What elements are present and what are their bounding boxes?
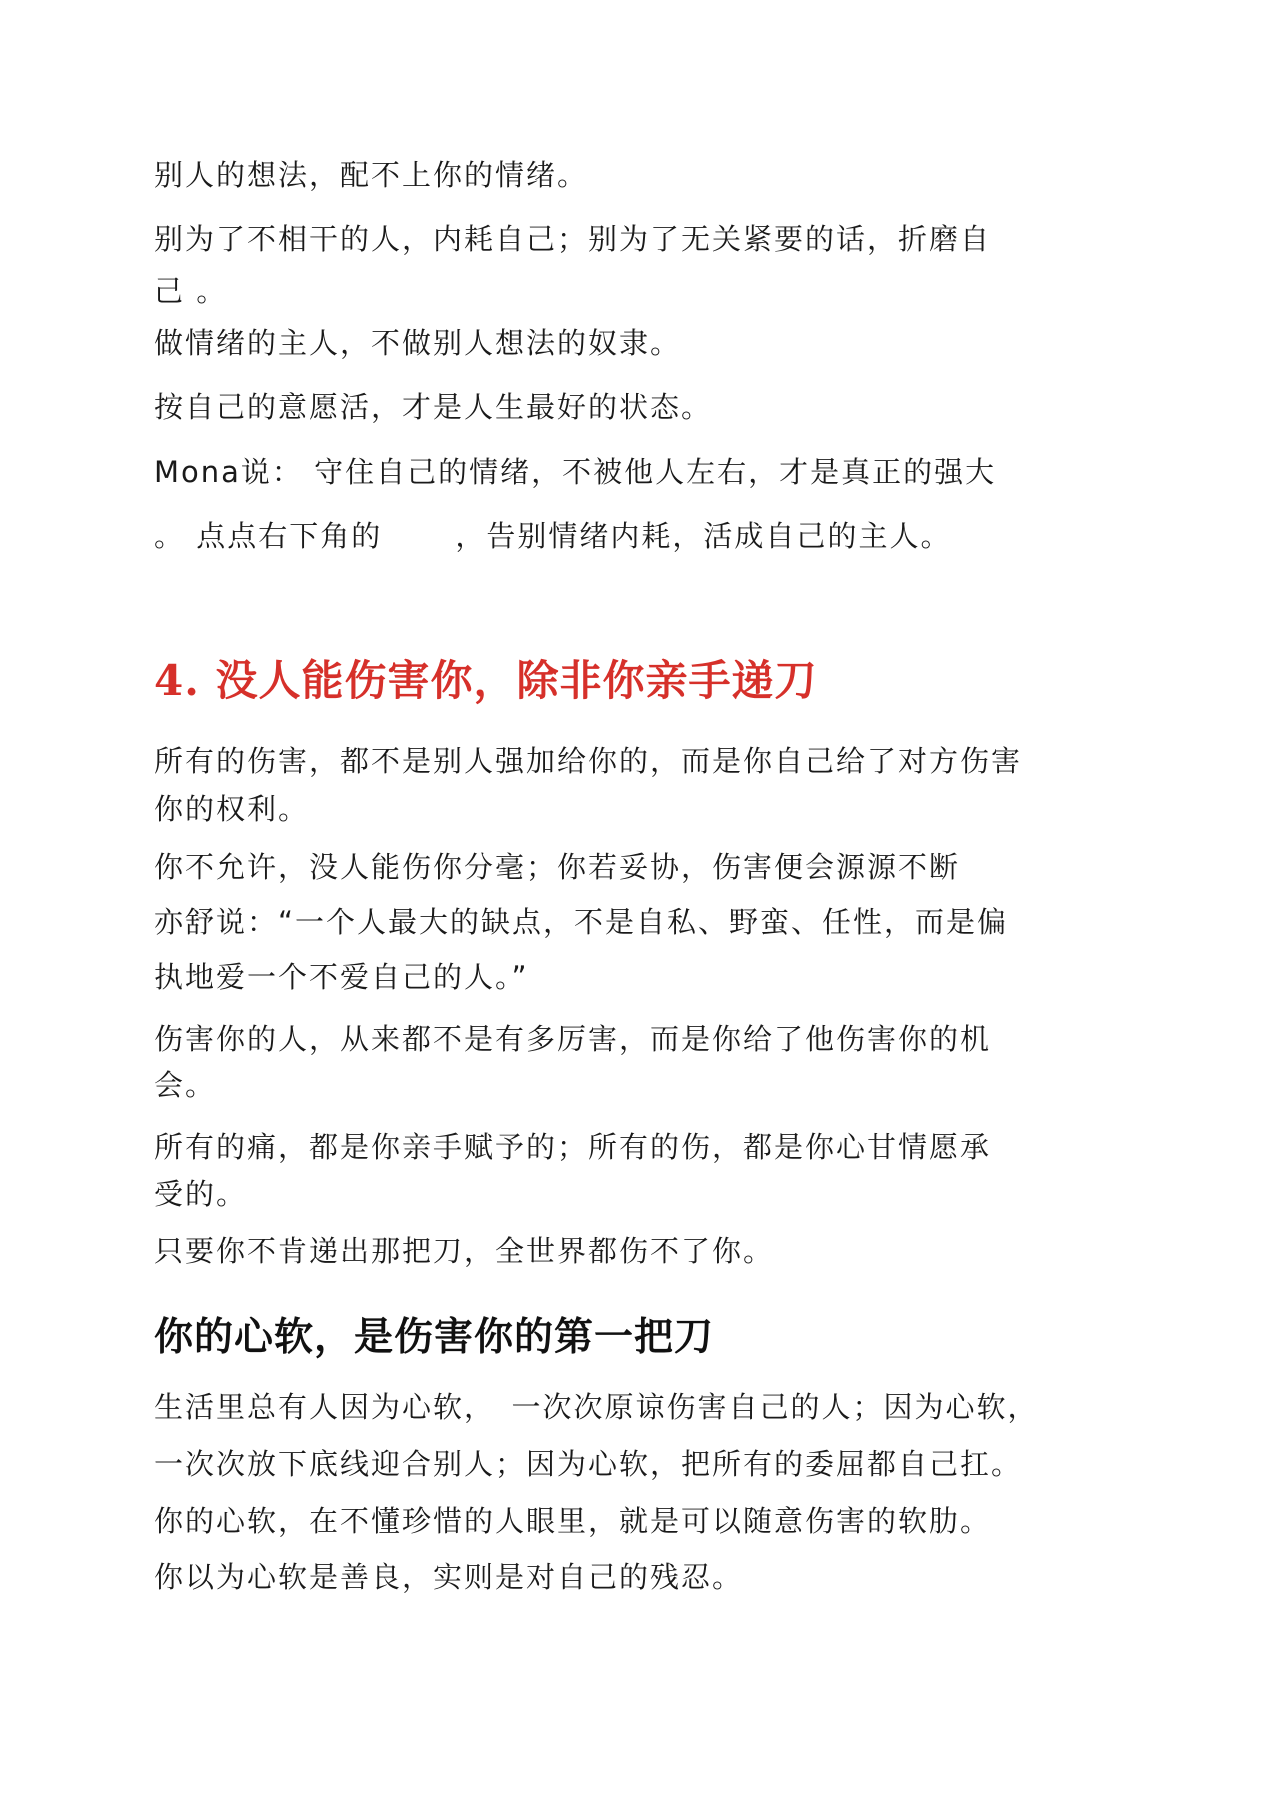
paragraph-line: 你以为心软是善良，实则是对自己的残忍。: [154, 1560, 744, 1594]
paragraph-line: 所有的痛，都是你亲手赋予的；所有的伤，都是你心甘情愿承: [154, 1130, 992, 1164]
paragraph-line: 受的。: [154, 1177, 248, 1211]
subsection-heading: 你的心软，是伤害你的第一把刀: [154, 1315, 715, 1360]
paragraph-line: Mona说： 守住自己的情绪，不被他人左右，才是真正的强大: [154, 455, 997, 489]
section-heading: 4. 没人能伤害你，除非你亲手递刀: [154, 656, 818, 705]
paragraph-line: 会。: [154, 1068, 217, 1102]
paragraph-line: 亦舒说：“一个人最大的缺点，不是自私、野蛮、任性，而是偏: [154, 905, 1009, 939]
paragraph-line: 所有的伤害，都不是别人强加给你的，而是你自己给了对方伤害: [154, 744, 1023, 778]
paragraph-line: 你不允许，没人能伤你分毫；你若妥协，伤害便会源源不断: [154, 850, 961, 884]
paragraph-line: 生活里总有人因为心软， 一次次原谅伤害自己的人；因为心软，: [154, 1390, 1039, 1424]
paragraph-line: 别人的想法，配不上你的情绪。: [154, 158, 589, 192]
paragraph-line: 执地爱一个不爱自己的人。”: [154, 960, 529, 994]
paragraph-line: 做情绪的主人，不做别人想法的奴隶。: [154, 326, 682, 360]
paragraph-line: 别为了不相干的人，内耗自己；别为了无关紧要的话，折磨自: [154, 222, 992, 256]
paragraph-line: 己 。: [154, 274, 228, 308]
paragraph-line: 伤害你的人，从来都不是有多厉害，而是你给了他伤害你的机: [154, 1022, 992, 1056]
paragraph-line: 你的权利。: [154, 792, 310, 826]
paragraph-line: 只要你不肯递出那把刀，全世界都伤不了你。: [154, 1234, 775, 1268]
paragraph-line: 按自己的意愿活，才是人生最好的状态。: [154, 390, 713, 424]
paragraph-line: 一次次放下底线迎合别人；因为心软，把所有的委屈都自己扛。: [154, 1447, 1023, 1481]
paragraph-line: 。 点点右下角的 ，告别情绪内耗，活成自己的主人。: [154, 519, 952, 553]
paragraph-line: 你的心软，在不懂珍惜的人眼里，就是可以随意伤害的软肋。: [154, 1504, 992, 1538]
